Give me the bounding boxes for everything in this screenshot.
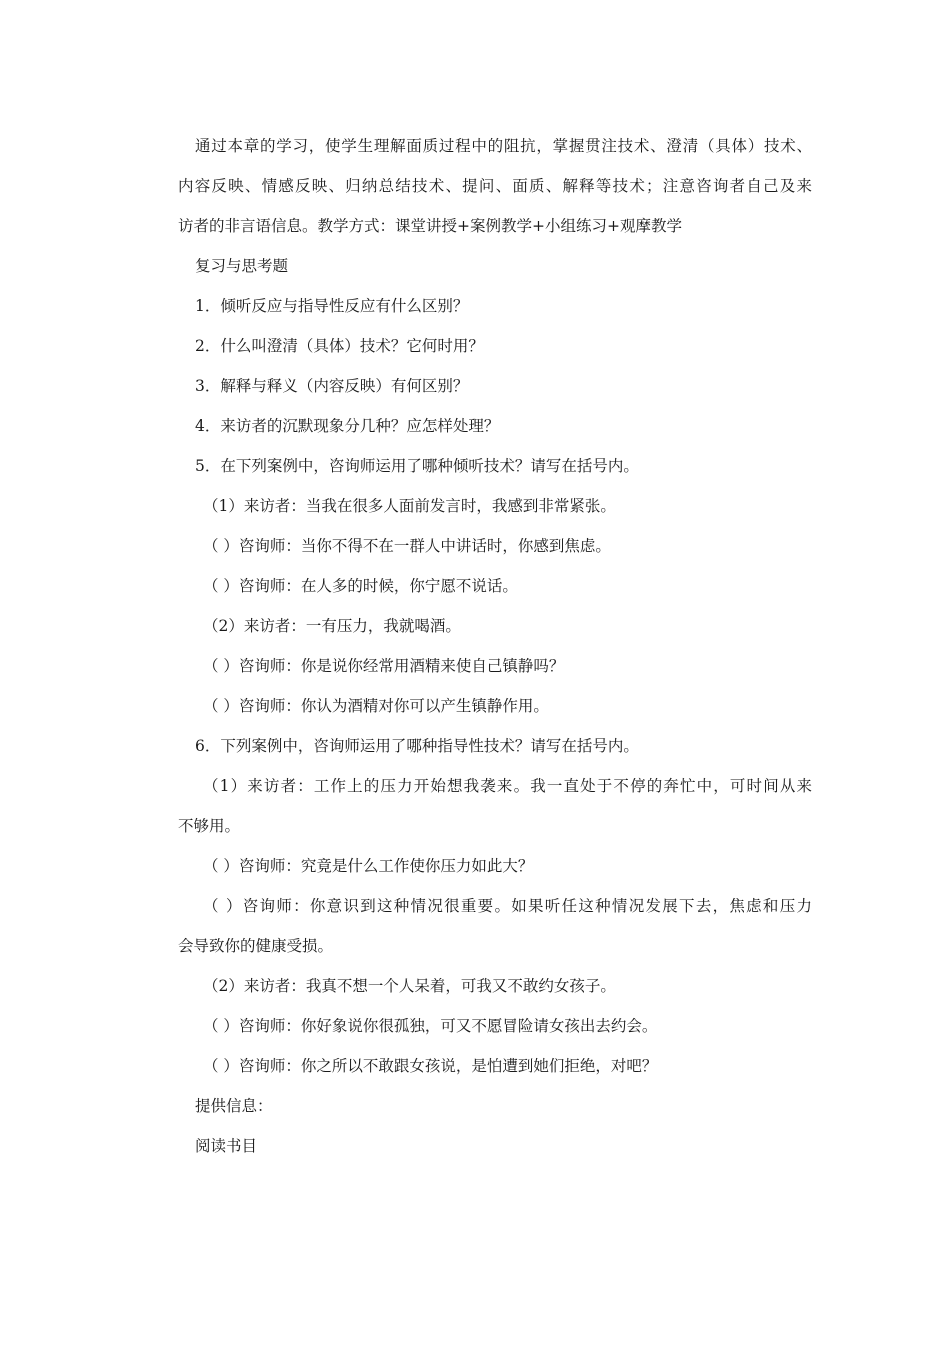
question-5: 5．在下列案例中，咨询师运用了哪种倾听技术？请写在括号内。 xyxy=(195,457,639,475)
case6-client-2: （2）来访者：我真不想一个人呆着，可我又不敢约女孩子。 xyxy=(203,977,616,995)
case6-response-1b-line-1: （ ）咨询师：你意识到这种情况很重要。如果听任这种情况发展下去，焦虑和压力 xyxy=(203,897,812,915)
question-4: 4．来访者的沉默现象分几种？应怎样处理？ xyxy=(195,417,500,435)
question-3: 3．解释与释义（内容反映）有何区别？ xyxy=(195,377,469,395)
case5-response-1a: （ ）咨询师：当你不得不在一群人中讲话时，你感到焦虑。 xyxy=(203,537,611,555)
intro-line-2: 内容反映、情感反映、归纳总结技术、提问、面质、解释等技术；注意咨询者自己及来 xyxy=(178,177,812,195)
case6-response-2b: （ ）咨询师：你之所以不敢跟女孩说，是怕遭到她们拒绝，对吧？ xyxy=(203,1057,658,1075)
reading-list-label: 阅读书目 xyxy=(195,1137,258,1155)
case5-response-2a: （ ）咨询师：你是说你经常用酒精来使自己镇静吗？ xyxy=(203,657,565,675)
provided-info-label: 提供信息： xyxy=(195,1097,273,1115)
case5-response-2b: （ ）咨询师：你认为酒精对你可以产生镇静作用。 xyxy=(203,697,549,715)
intro-line-3: 访者的非言语信息。教学方式：课堂讲授+案例教学+小组练习+观摩教学 xyxy=(178,217,682,235)
intro-line-1: 通过本章的学习，使学生理解面质过程中的阻抗，掌握贯注技术、澄清（具体）技术、 xyxy=(195,137,812,155)
question-6: 6．下列案例中，咨询师运用了哪种指导性技术？请写在括号内。 xyxy=(195,737,639,755)
case5-client-1: （1）来访者：当我在很多人面前发言时，我感到非常紧张。 xyxy=(203,497,616,515)
question-2: 2．什么叫澄清（具体）技术？它何时用？ xyxy=(195,337,484,355)
case6-response-1a: （ ）咨询师：究竟是什么工作使你压力如此大？ xyxy=(203,857,534,875)
document-body xyxy=(178,126,812,1166)
question-1: 1．倾听反应与指导性反应有什么区别？ xyxy=(195,297,469,315)
case6-response-1b-line-2: 会导致你的健康受损。 xyxy=(178,937,334,955)
case5-response-1b: （ ）咨询师：在人多的时候，你宁愿不说话。 xyxy=(203,577,518,595)
case6-client-1-line-1: （1）来访者：工作上的压力开始想我袭来。我一直处于不停的奔忙中，可时间从来 xyxy=(203,777,812,795)
review-heading: 复习与思考题 xyxy=(195,257,289,275)
case6-response-2a: （ ）咨询师：你好象说你很孤独，可又不愿冒险请女孩出去约会。 xyxy=(203,1017,658,1035)
case6-client-1-line-2: 不够用。 xyxy=(178,817,241,835)
case5-client-2: （2）来访者：一有压力，我就喝酒。 xyxy=(203,617,461,635)
